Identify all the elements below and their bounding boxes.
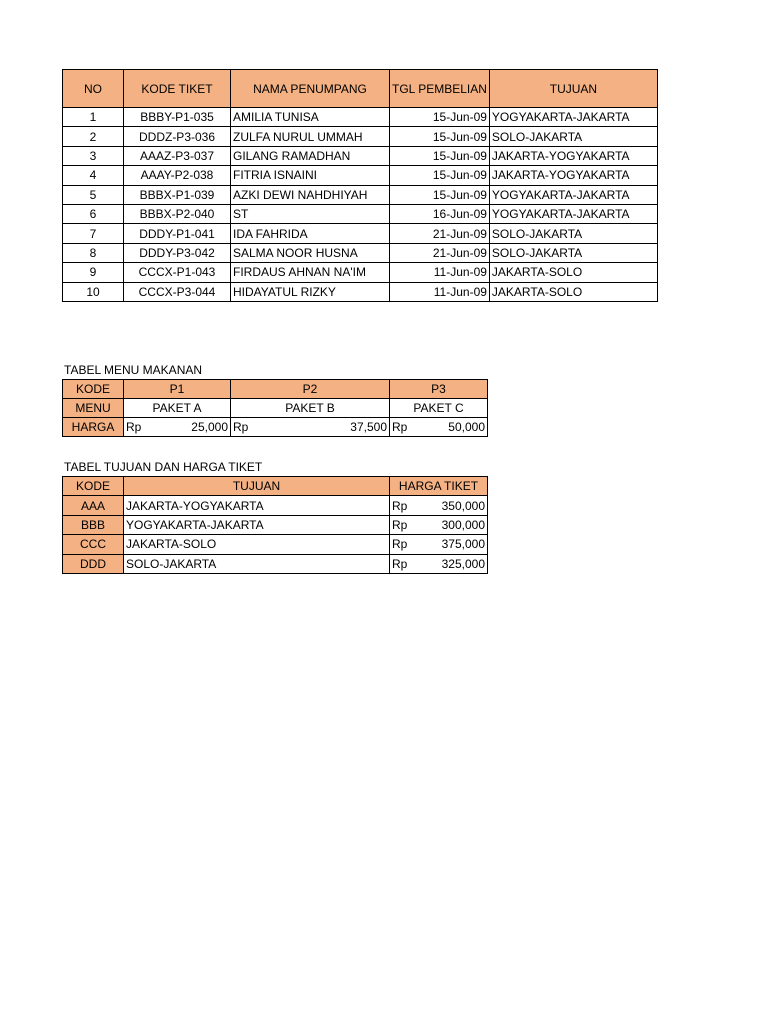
menu-paket-b: PAKET B [231, 399, 390, 418]
cell-no: 5 [63, 185, 124, 204]
cell-tgl: 15-Jun-09 [390, 185, 490, 204]
cell-kode-tiket: CCCX-P3-044 [124, 282, 231, 301]
price-value: 50,000 [448, 420, 485, 434]
cell-no: 9 [63, 263, 124, 282]
cell-nama: AZKI DEWI NAHDHIYAH [231, 185, 390, 204]
menu-kode-p2: P2 [231, 380, 390, 399]
price-value: 37,500 [350, 420, 387, 434]
cell-nama: HIDAYATUL RIZKY [231, 282, 390, 301]
table-row [63, 554, 488, 573]
cell-tgl: 15-Jun-09 [390, 166, 490, 185]
menu-table [62, 379, 488, 437]
cell-tujuan: SOLO-JAKARTA [489, 224, 657, 243]
cell-tujuan: YOGYAKARTA-JAKARTA [489, 108, 657, 127]
tujuan-harga [390, 554, 488, 573]
tujuan-table [62, 476, 488, 574]
menu-kode-p3: P3 [390, 380, 488, 399]
cell-nama: AMILIA TUNISA [231, 108, 390, 127]
header-tujuan: TUJUAN [489, 70, 657, 108]
cell-kode-tiket: BBBY-P1-035 [124, 108, 231, 127]
cell-kode-tiket: DDDY-P3-042 [124, 243, 231, 262]
cell-no: 6 [63, 204, 124, 223]
table-row [63, 108, 658, 127]
cell-nama: GILANG RAMADHAN [231, 146, 390, 165]
cell-kode-tiket: DDDY-P1-041 [124, 224, 231, 243]
tujuan-header-harga: HARGA TIKET [390, 477, 488, 496]
header-tgl-pembelian: TGL PEMBELIAN [390, 70, 490, 108]
tujuan-kode: CCC [63, 535, 124, 554]
currency-label: Rp [392, 420, 408, 434]
menu-paket-c: PAKET C [390, 399, 488, 418]
cell-nama: SALMA NOOR HUSNA [231, 243, 390, 262]
tujuan-harga [390, 535, 488, 554]
menu-paket-a: PAKET A [124, 399, 231, 418]
tujuan-name: SOLO-JAKARTA [124, 554, 390, 573]
tujuan-header-row [63, 477, 488, 496]
cell-tujuan: JAKARTA-SOLO [489, 282, 657, 301]
tujuan-name: YOGYAKARTA-JAKARTA [124, 515, 390, 534]
cell-tujuan: SOLO-JAKARTA [489, 243, 657, 262]
table-row [63, 243, 658, 262]
currency-label: Rp [233, 420, 249, 434]
cell-no: 2 [63, 127, 124, 146]
cell-no: 7 [63, 224, 124, 243]
tujuan-kode: BBB [63, 515, 124, 534]
cell-kode-tiket: BBBX-P2-040 [124, 204, 231, 223]
menu-harga-p2 [231, 418, 390, 437]
price-value: 25,000 [191, 420, 228, 434]
table-row [63, 535, 488, 554]
cell-nama: IDA FAHRIDA [231, 224, 390, 243]
cell-tujuan: SOLO-JAKARTA [489, 127, 657, 146]
cell-kode-tiket: CCCX-P1-043 [124, 263, 231, 282]
cell-tgl: 21-Jun-09 [390, 243, 490, 262]
tujuan-name: JAKARTA-YOGYAKARTA [124, 496, 390, 515]
cell-nama: ST [231, 204, 390, 223]
header-no: NO [63, 70, 124, 108]
cell-tgl: 15-Jun-09 [390, 108, 490, 127]
cell-tujuan: JAKARTA-YOGYAKARTA [489, 166, 657, 185]
currency-label: Rp [392, 537, 408, 552]
tujuan-table-title: TABEL TUJUAN DAN HARGA TIKET [64, 460, 263, 474]
table-row [63, 224, 658, 243]
table-row [63, 185, 658, 204]
currency-label: Rp [392, 517, 408, 532]
cell-tgl: 15-Jun-09 [390, 127, 490, 146]
cell-tgl: 11-Jun-09 [390, 263, 490, 282]
menu-menu-row [63, 399, 488, 418]
cell-kode-tiket: DDDZ-P3-036 [124, 127, 231, 146]
table-row [63, 515, 488, 534]
cell-kode-tiket: AAAZ-P3-037 [124, 146, 231, 165]
menu-kode-label: KODE [63, 380, 124, 399]
table-row [63, 282, 658, 301]
table-row [63, 166, 658, 185]
price-value: 350,000 [441, 498, 485, 513]
cell-tujuan: YOGYAKARTA-JAKARTA [489, 185, 657, 204]
table-row [63, 496, 488, 515]
table-row [63, 204, 658, 223]
cell-no: 4 [63, 166, 124, 185]
cell-no: 10 [63, 282, 124, 301]
header-kode-tiket: KODE TIKET [124, 70, 231, 108]
cell-tgl: 21-Jun-09 [390, 224, 490, 243]
cell-tgl: 11-Jun-09 [390, 282, 490, 301]
tujuan-harga [390, 515, 488, 534]
price-value: 300,000 [441, 517, 485, 532]
menu-menu-label: MENU [63, 399, 124, 418]
menu-harga-label: HARGA [63, 418, 124, 437]
tujuan-harga [390, 496, 488, 515]
menu-harga-row [63, 418, 488, 437]
cell-nama: FITRIA ISNAINI [231, 166, 390, 185]
tujuan-header-kode: KODE [63, 477, 124, 496]
cell-tujuan: JAKARTA-YOGYAKARTA [489, 146, 657, 165]
cell-no: 3 [63, 146, 124, 165]
cell-no: 8 [63, 243, 124, 262]
menu-harga-p3 [390, 418, 488, 437]
cell-nama: ZULFA NURUL UMMAH [231, 127, 390, 146]
currency-label: Rp [392, 556, 408, 571]
menu-kode-row [63, 380, 488, 399]
header-nama-penumpang: NAMA PENUMPANG [231, 70, 390, 108]
tujuan-name: JAKARTA-SOLO [124, 535, 390, 554]
menu-kode-p1: P1 [124, 380, 231, 399]
cell-tgl: 15-Jun-09 [390, 146, 490, 165]
menu-harga-p1 [124, 418, 231, 437]
menu-table-title: TABEL MENU MAKANAN [64, 363, 203, 377]
table-row [63, 146, 658, 165]
tujuan-kode: DDD [63, 554, 124, 573]
cell-tujuan: YOGYAKARTA-JAKARTA [489, 204, 657, 223]
tujuan-kode: AAA [63, 496, 124, 515]
table-row [63, 127, 658, 146]
price-value: 375,000 [441, 537, 485, 552]
cell-kode-tiket: BBBX-P1-039 [124, 185, 231, 204]
table-row [63, 263, 658, 282]
cell-tgl: 16-Jun-09 [390, 204, 490, 223]
cell-no: 1 [63, 108, 124, 127]
cell-kode-tiket: AAAY-P2-038 [124, 166, 231, 185]
currency-label: Rp [392, 498, 408, 513]
tujuan-header-tujuan: TUJUAN [124, 477, 390, 496]
ticket-table-header-row [63, 70, 658, 108]
currency-label: Rp [126, 420, 142, 434]
ticket-table [62, 69, 658, 302]
cell-nama: FIRDAUS AHNAN NA'IM [231, 263, 390, 282]
price-value: 325,000 [441, 556, 485, 571]
cell-tujuan: JAKARTA-SOLO [489, 263, 657, 282]
